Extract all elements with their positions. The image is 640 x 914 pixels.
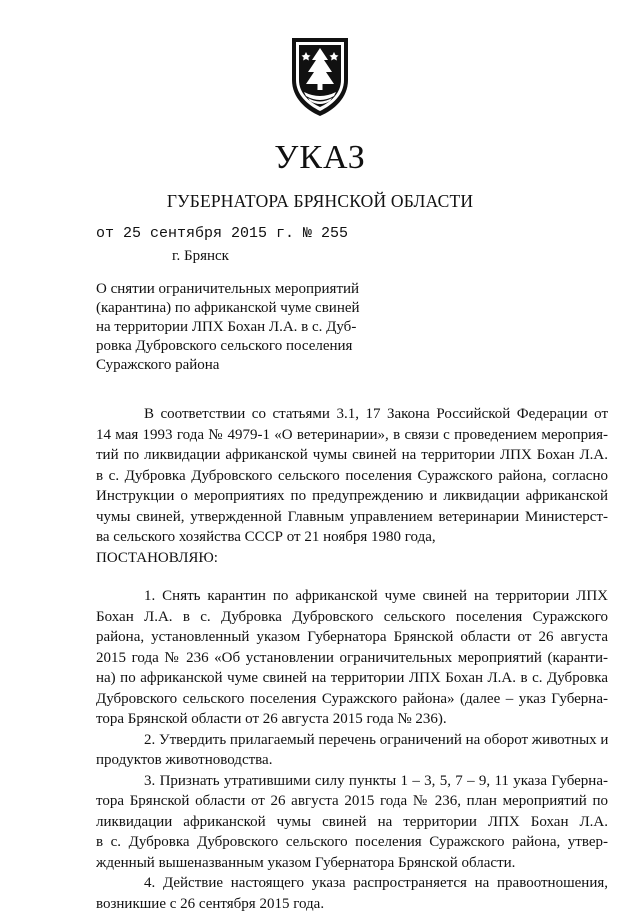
body-line: 14 мая 1993 года № 4979-1 «О ветеринарии», в связи с проведением мероприя- bbox=[96, 425, 608, 446]
body-line: Дубровского сельского поселения Суражского района» (далее – указ Губерна- bbox=[96, 689, 608, 710]
body-line: 3. Признать утратившими силу пункты 1 – 3, 5, 7 – 9, 11 указа Губерна- bbox=[96, 771, 608, 792]
body-line: ва сельского хозяйства СССР от 21 ноября 1980 года, bbox=[96, 527, 608, 548]
body-line: тий по ликвидации африканской чумы свиней на территории ЛПХ Бохан Л.А. bbox=[96, 445, 608, 466]
subject-line: (карантина) по африканской чуме свиней bbox=[96, 299, 396, 318]
body-line: в с. Дубровка Дубровского сельского поселения Суражского района, согласно bbox=[96, 466, 608, 487]
body-line: 1. Снять карантин по африканской чуме свиней на территории ЛПХ bbox=[96, 586, 608, 607]
item-2-paragraph bbox=[96, 730, 608, 771]
body-line: тора Брянской области от 26 августа 2015 года № 236). bbox=[96, 709, 608, 730]
body-line: чумы свиней, утвержденной Главным управлением ветеринарии Министерст- bbox=[96, 507, 608, 528]
body-line: Инструкции о мероприятиях по предупреждению и ликвидации африканской bbox=[96, 486, 608, 507]
subject-line: ровка Дубровского сельского поселения bbox=[96, 337, 396, 356]
body-line: жденный вышеназванным указом Губернатора Брянской области. bbox=[96, 853, 608, 874]
body-line: района, установленный указом Губернатора Брянской области от 26 августа bbox=[96, 627, 608, 648]
resolve-word: ПОСТАНОВЛЯЮ: bbox=[96, 548, 608, 569]
item-3-paragraph bbox=[96, 771, 608, 874]
body-line: возникшие с 26 сентября 2015 года. bbox=[96, 894, 608, 914]
document-body bbox=[96, 404, 608, 914]
body-line: тора Брянской области от 26 августа 2015 года № 236, план мероприятий по bbox=[96, 791, 608, 812]
item-4-paragraph bbox=[96, 873, 608, 914]
body-line: В соответствии со статьями 3.1, 17 Закона Российской Федерации от bbox=[96, 404, 608, 425]
bryansk-coat-of-arms-icon bbox=[288, 34, 352, 118]
body-line: продуктов животноводства. bbox=[96, 750, 608, 771]
body-line: на) по африканской чуме свиней на территории ЛПХ Бохан Л.А. в с. Дубровка bbox=[96, 668, 608, 689]
document-subject bbox=[96, 280, 396, 375]
subject-line: О снятии ограничительных мероприятий bbox=[96, 280, 396, 299]
body-line: в с. Дубровка Дубровского сельского поселения Суражского района, утвер- bbox=[96, 832, 608, 853]
document-title: УКАЗ bbox=[0, 138, 640, 178]
preamble-paragraph bbox=[96, 404, 608, 548]
body-line: 2015 года № 236 «Об установлении ограничительных мероприятий (каранти- bbox=[96, 648, 608, 669]
subject-line: на территории ЛПХ Бохан Л.А. в с. Дуб- bbox=[96, 318, 396, 337]
document-date-number: от 25 сентября 2015 г. № 255 bbox=[96, 224, 348, 244]
document-issuer: ГУБЕРНАТОРА БРЯНСКОЙ ОБЛАСТИ bbox=[0, 190, 640, 212]
subject-line: Суражского района bbox=[96, 356, 396, 375]
item-1-paragraph bbox=[96, 586, 608, 730]
body-line: Бохан Л.А. в с. Дубровка Дубровского сельского поселения Суражского bbox=[96, 607, 608, 628]
document-city: г. Брянск bbox=[172, 246, 229, 266]
body-line: 2. Утвердить прилагаемый перечень ограничений на оборот животных и bbox=[96, 730, 608, 751]
body-line: 4. Действие настоящего указа распространяется на правоотношения, bbox=[96, 873, 608, 894]
body-line: ликвидации африканской чумы свиней на территории ЛПХ Бохан Л.А. bbox=[96, 812, 608, 833]
